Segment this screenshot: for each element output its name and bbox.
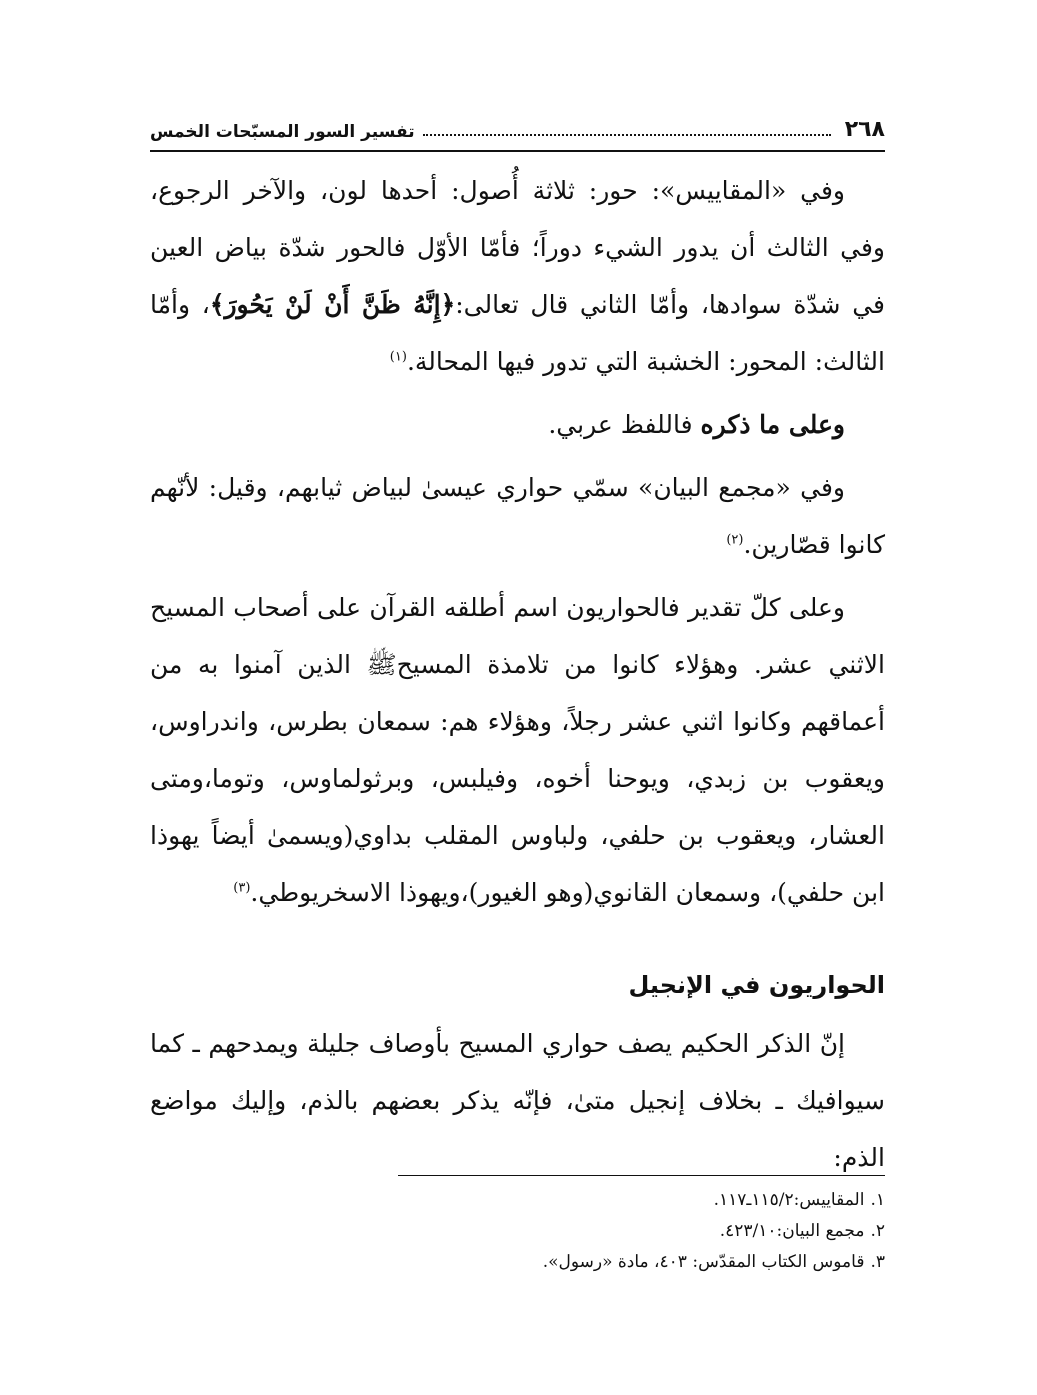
paragraph-text: ، وأمّا الثالث: المحور: الخشبة التي تدور فيها المحالة. xyxy=(150,290,885,376)
paragraph-apostles xyxy=(150,579,885,921)
page xyxy=(150,102,885,1192)
paragraph-arabic-word xyxy=(150,396,885,453)
paragraph-gospel xyxy=(150,1015,885,1186)
footnote-2 xyxy=(398,1216,885,1247)
footnotes xyxy=(398,1185,885,1278)
paragraph-text: إنّ الذكر الحكيم يصف حواري المسيح بأوصاف جليلة ويمدحهم ـ كما سيوافيك ـ بخلاف إنجيل متىٰ، فإنّه يذكر بعضهم بالذم، وإليك مواضع الذم: xyxy=(150,1029,885,1172)
header-dot-leader xyxy=(423,134,831,136)
footnote-3 xyxy=(398,1247,885,1278)
footnote-text: قاموس الكتاب المقدّس: ٤٠٣، مادة «رسول». xyxy=(542,1252,865,1272)
paragraph-text: وفي «مجمع البيان» سمّي حواري عيسىٰ لبياض ثيابهم، وقيل: لأنّهم كانوا قصّارين. xyxy=(150,473,885,559)
footnote-ref-3[interactable]: (٣) xyxy=(233,880,251,896)
footnote-ref-1[interactable]: (١) xyxy=(389,349,407,365)
footnote-number: ٣. xyxy=(870,1252,885,1272)
footnote-divider xyxy=(398,1175,885,1176)
footnote-text: المقاييس:١١٥/٢ـ١١٧. xyxy=(713,1190,865,1210)
page-number: ٢٦٨ xyxy=(844,117,885,142)
page-header xyxy=(150,102,885,152)
paragraph-majma xyxy=(150,459,885,573)
section-heading: الحواريون في الإنجيل xyxy=(628,971,885,999)
footnote-text: مجمع البيان:٤٢٣/١٠. xyxy=(719,1221,865,1241)
body-text xyxy=(150,162,885,1186)
footnote-number: ١. xyxy=(870,1190,885,1210)
running-title: تفسير السور المسبّحات الخمس xyxy=(150,122,415,142)
paragraph-maqayis xyxy=(150,162,885,390)
quran-verse: ﴿إِنَّهُ ظَنَّ أَنْ لَنْ يَحُورَ﴾ xyxy=(209,290,456,319)
paragraph-text: وعلى كلّ تقدير فالحواريون اسم أطلقه القرآن على أصحاب المسيح الاثني عشر. وهؤلاء كانوا من تلامذة المسيحﷺ الذين آمنوا به من أعماقهم وكانوا اثني عشر رجلاً، وهؤلاء هم: سمعان بطرس، واندراوس، ويعقوب بن زبدي، ويوحنا أخوه، وفيلبس، وبرثولماوس، وتوما،ومتى العشار، ويعقوب بن حلفي، ولباوس المقلب بداوي(ويسمىٰ أيضاً يهوذا ابن حلفي)، وسمعان القانوي(وهو الغيور)،ويهوذا الاسخريوطي. xyxy=(150,593,885,907)
footnote-number: ٢. xyxy=(870,1221,885,1241)
paragraph-text: وفي «المقاييس»: حور: ثلاثة أُصول: أحدها لون، والآخر الرجوع، وفي الثالث أن يدور الشيء دوراً؛ فأمّا الأوّل فالحور شدّة بياض العين في شدّة سوادها، وأمّا الثاني قال تعالى: xyxy=(150,176,885,319)
footnote-ref-2[interactable]: (٢) xyxy=(726,532,744,548)
footnote-1 xyxy=(398,1185,885,1216)
bold-phrase: وعلى ما ذكره xyxy=(700,410,845,439)
paragraph-text: فاللفظ عربي. xyxy=(548,410,701,439)
